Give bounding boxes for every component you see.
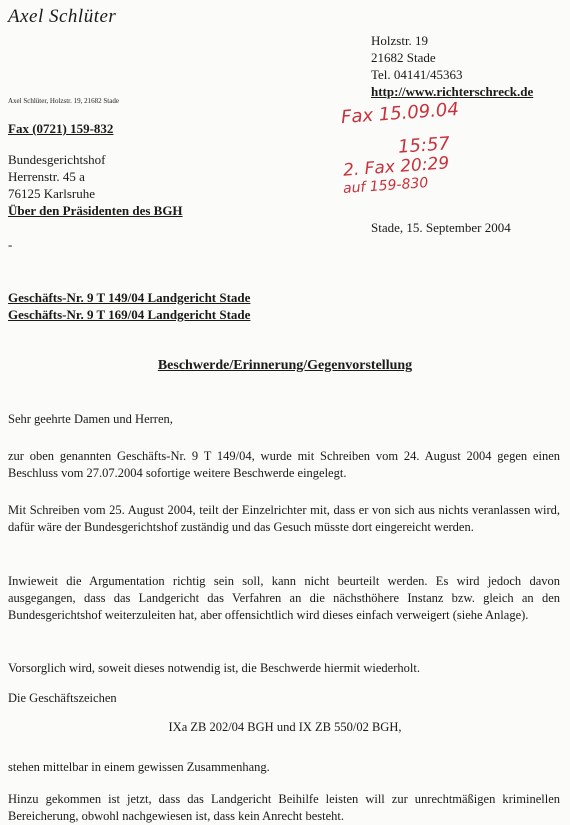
paragraph-2: Mit Schreiben vom 25. August 2004, teilt der Einzelrichter mit, dass er von sich aus nichts veranlassen wird, dafür wäre der Bundesgerichtshof zuständig und das Gesuch müsste dort eingereicht werden.: [8, 503, 560, 534]
paragraph-7: Hinzu gekommen ist jetzt, dass das Landgericht Beihilfe leisten will zur unrechtmäßigen kriminellen Bereicherung, obwohl nachgewiesen ist, dass kein Anrecht besteht.: [8, 792, 560, 823]
sender-name: Axel Schlüter: [8, 6, 117, 27]
paragraph-5: Die Geschäftszeichen: [8, 691, 117, 705]
subject-heading: Beschwerde/Erinnerung/Gegenvorstellung: [157, 358, 413, 373]
reference-number-1: Geschäfts-Nr. 9 T 149/04 Landgericht Stade: [8, 290, 251, 305]
sender-street: Holzstr. 19: [371, 33, 429, 48]
sender-address-block: [371, 32, 533, 100]
paragraph-1: zur oben genannten Geschäfts-Nr. 9 T 149/04, wurde mit Schreiben vom 24. August 2004 gegen einen Beschluss vom 27.07.2004 sofortige weitere Beschwerde eingelegt.: [8, 449, 560, 480]
handwritten-second-fax: 2. Fax 20:29: [342, 153, 450, 181]
recipient-name: Bundesgerichtshof: [8, 152, 106, 167]
recipient-street: Herrenstr. 45 a: [8, 169, 85, 184]
handwritten-time: 15:57: [397, 133, 451, 158]
sender-city: 21682 Stade: [371, 50, 436, 65]
handwritten-fax-date: Fax 15.09.04: [340, 98, 460, 129]
paragraph-4: Vorsorglich wird, soweit dieses notwendig ist, die Beschwerde hiermit wiederholt.: [8, 661, 420, 675]
recipient-city: 76125 Karlsruhe: [8, 186, 96, 201]
reference-number-2: Geschäfts-Nr. 9 T 169/04 Landgericht Stade: [8, 307, 251, 322]
paragraph-6: stehen mittelbar in einem gewissen Zusammenhang.: [8, 760, 270, 774]
return-address-line: Axel Schlüter, Holzstr. 19, 21682 Stade: [8, 97, 119, 105]
fax-number: Fax (0721) 159-832: [8, 121, 114, 136]
reference-codes: IXa ZB 202/04 BGH und IX ZB 550/02 BGH,: [168, 720, 402, 734]
sender-phone: Tel. 04141/45363: [371, 67, 463, 82]
salutation: Sehr geehrte Damen und Herren,: [8, 412, 173, 426]
date-line: Stade, 15. September 2004: [371, 220, 511, 235]
handwritten-fax-number: auf 159-830: [342, 175, 429, 197]
paragraph-3: Inwieweit die Argumentation richtig sein soll, kann nicht beurteilt werden. Es wird jedoch davon ausgegangen, dass das Landgericht das Verfahren an die nächsthöhere Instanz bzw. gleich an den Bundesgerichtshof weiterzuleiten hat, aber offensichtlich wird dieses einfach verweigert (siehe Anlage).: [8, 574, 560, 622]
recipient-address: [8, 151, 183, 219]
sender-website-link[interactable]: http://www.richterschreck.de: [371, 84, 534, 99]
recipient-via: Über den Präsidenten des BGH: [8, 203, 183, 218]
dash-mark: -: [8, 237, 13, 252]
